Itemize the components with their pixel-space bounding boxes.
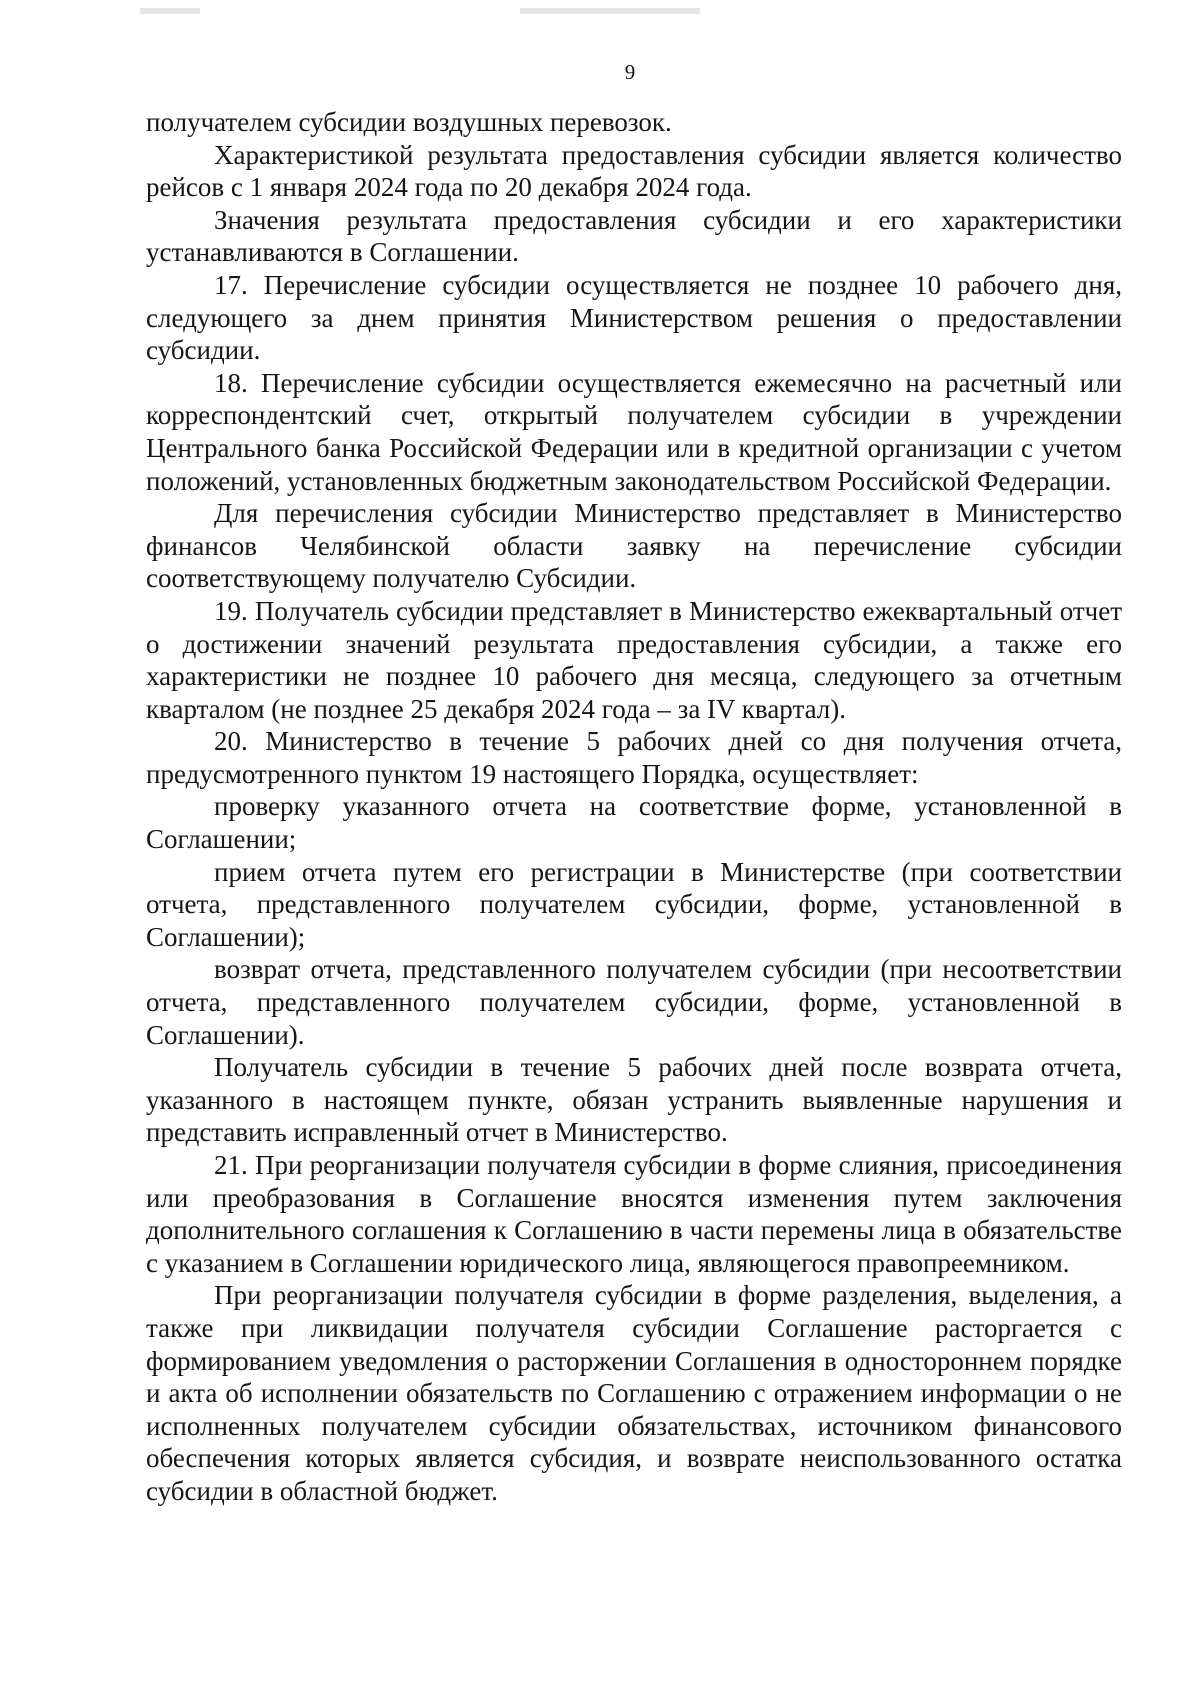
scan-artifact-left <box>140 8 200 14</box>
paragraph: 19. Получатель субсидии представляет в Министерство ежеквартальный отчет о достижении значений результата предоставления субсидии, а также его характеристики не позднее 10 рабочего дня месяца, следующего за отчетным кварталом (не позднее 25 декабря 2024 года – за IV квартал). <box>146 595 1122 724</box>
paragraph: Получатель субсидии в течение 5 рабочих дней после возврата отчета, указанного в настоящем пункте, обязан устранить выявленные нарушения и представить исправленный отчет в Министерство. <box>146 1052 1122 1148</box>
paragraph: Для перечисления субсидии Министерство представляет в Министерство финансов Челябинской области заявку на перечисление субсидии соответствующему получателю Субсидии. <box>146 498 1122 594</box>
paragraph: Характеристикой результата предоставления субсидии является количество рейсов с 1 января 2024 года по 20 декабря 2024 года. <box>146 139 1122 203</box>
paragraph: 18. Перечисление субсидии осуществляется ежемесячно на расчетный или корреспондентский счет, открытый получателем субсидии в учреждении Центрального банка Российской Федерации или в кредитной организации с учетом положений, установленных бюджетным законодательством Российской Федерации. <box>146 367 1122 496</box>
paragraph: возврат отчета, представленного получателем субсидии (при несоответствии отчета, представленного получателем субсидии, форме, установленной в Соглашении). <box>146 954 1122 1050</box>
scan-artifact-center <box>520 8 700 14</box>
paragraph: Значения результата предоставления субсидии и его характеристики устанавливаются в Соглашении. <box>146 204 1122 268</box>
paragraph: 17. Перечисление субсидии осуществляется не позднее 10 рабочего дня, следующего за днем принятия Министерством решения о предоставлении субсидии. <box>146 269 1122 366</box>
paragraph: 21. При реорганизации получателя субсидии в форме слияния, присоединения или преобразования в Соглашение вносятся изменения путем заключения дополнительного соглашения к Соглашению в части перемены лица в обязательстве с указанием в Соглашении юридического лица, являющегося правопреемником. <box>146 1150 1122 1278</box>
paragraph: При реорганизации получателя субсидии в форме разделения, выделения, а также при ликвидации получателя субсидии Соглашение расторгается с формированием уведомления о расторжении Соглашения в одностороннем порядке и акта об исполнении обязательств по Соглашению с отражением информации о не исполненных получателем субсидии обязательствах, источником финансового обеспечения которых является субсидия, и возврате неиспользованного остатка субсидии в областной бюджет. <box>146 1280 1122 1506</box>
paragraph: получателем субсидии воздушных перевозок. <box>146 107 672 137</box>
document-body <box>146 106 1122 1508</box>
paragraph: проверку указанного отчета на соответствие форме, установленной в Соглашении; <box>146 791 1122 855</box>
page-number: 9 <box>624 60 636 84</box>
paragraph: 20. Министерство в течение 5 рабочих дней со дня получения отчета, предусмотренного пунктом 19 настоящего Порядка, осуществляет: <box>146 726 1122 789</box>
paragraph: прием отчета путем его регистрации в Министерстве (при соответствии отчета, представленного получателем субсидии, форме, установленной в Соглашении); <box>146 856 1122 952</box>
